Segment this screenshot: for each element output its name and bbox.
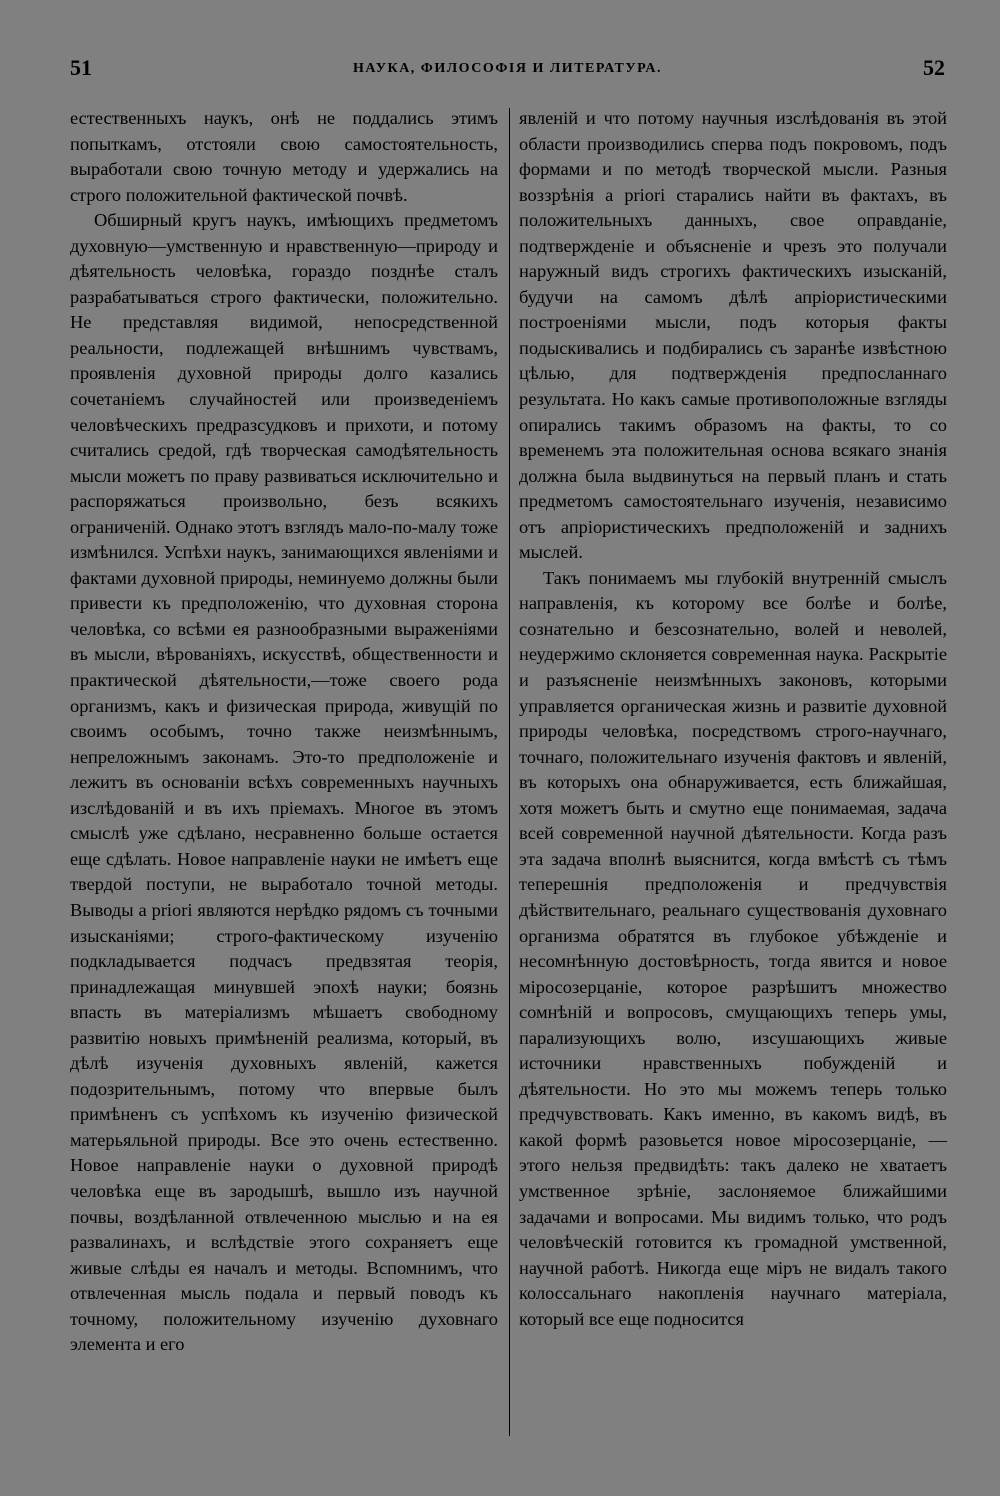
page-number-right: 52: [923, 55, 945, 80]
running-head: НАУКА, ФИЛОСОФІЯ И ЛИТЕРАТУРА.: [353, 61, 662, 76]
paragraph: Обширный кругъ наукъ, имѣющихъ предметомъ духовную—умственную и нравственную—природу и дѣятельность человѣка, гораздо позднѣе сталъ разрабатываться строго фактически, положительно. Не представляя видимой, непосредственной реальности, подлежащей внѣшнимъ чувствамъ, проявленія духовной природы долго казались сочетаніемъ случайностей или произведеніемъ человѣческихъ предразсудковъ и прихоти, и потому считались средой, гдѣ творческая самодѣятельность мысли можетъ по праву развиваться исключительно и распоряжаться произвольно, безъ всякихъ ограниченій. Однако этотъ взглядъ мало-по-малу тоже измѣнился. Успѣхи наукъ, занимающихся явленіями и фактами духовной природы, неминуемо должны были привести къ предположенію, что духовная сторона человѣка, со всѣми ея разнообразными выраженіями въ мысли, вѣрованіяхъ, искусствѣ, общественности и практической дѣятельности,—тоже своего рода организмъ, какъ и физическая природа, живущій по своимъ особымъ, точно также неизмѣннымъ, непреложнымъ законамъ. Это-то предположеніе и лежитъ въ основаніи всѣхъ современныхъ научныхъ изслѣдованій и въ ихъ пріемахъ. Многое въ этомъ смыслѣ уже сдѣлано, несравненно больше остается еще сдѣлать. Новое направленіе науки не имѣетъ еще твердой поступи, не выработало точной методы. Выводы a priori являются нерѣдко рядомъ съ точными изысканіями; строго-фактическому изученію подкладывается подчасъ предвзятая теорія, принадлежащая минувшей эпохѣ науки; боязнь впасть въ матеріализмъ мѣшаетъ свободному развитію новыхъ примѣненій реализма, который, въ дѣлѣ изученія духовныхъ явленій, кажется подозрительнымъ, потому что впервые былъ примѣненъ съ успѣхомъ къ изученію физической матерьяльной природы. Все это очень естественно. Новое направленіе науки о духовной природѣ человѣка еще въ зародышѣ, вышло изъ научной почвы, воздѣланной отвлеченною мыслью и на ея развалинахъ, и вслѣдствіе этого сохраняетъ еще живые слѣды ея началъ и методы. Вспомнимъ, что отвлеченная мысль подала и первый поводъ къ точному, положительному изученію духовнаго элемента и его: [70, 210, 498, 1355]
left-column: [70, 106, 498, 1358]
page-number-left: 51: [70, 55, 92, 80]
right-column: [519, 106, 947, 1332]
column-divider: [509, 108, 510, 1436]
paragraph: Такъ понимаемъ мы глубокій внутренній смыслъ направленія, къ которому все болѣе и болѣе, сознательно и безсознательно, волей и неволей, неудержимо склоняется современная наука. Раскрытіе и разъясненіе неизмѣнныхъ законовъ, которыми управляется органическая жизнь и развитіе духовной природы человѣка, посредствомъ строго-научнаго, точнаго, положительнаго изученія фактовъ и явленій, въ которыхъ она обнаруживается, есть ближайшая, хотя можетъ быть и смутно еще понимаемая, задача всей современной научной дѣятельности. Когда разъ эта задача вполнѣ выяснится, когда вмѣстѣ съ тѣмъ теперешнія предположенія и предчувствія дѣйствительнаго, реальнаго существованія духовнаго организма обратятся въ глубокое убѣжденіе и несомнѣнную достовѣрность, тогда явится и новое міросозерцаніе, которое разрѣшитъ множество сомнѣній и вопросовъ, смущающихъ теперь умы, парализующихъ волю, изсушающихъ живые источники нравственныхъ побужденій и дѣятельности. Но это мы можемъ теперь только предчувствовать. Какъ именно, въ какомъ видѣ, въ какой формѣ разовьется новое міросозерцаніе, — этого нельзя предвидѣть: такъ далеко не хватаетъ умственное зрѣніе, заслоняемое ближайшими задачами и вопросами. Мы видимъ только, что родъ человѣческій готовится къ громадной умственной, научной работѣ. Никогда еще міръ не видалъ такого колоссальнаго накопленія научнаго матеріала, который все еще подносится: [519, 567, 947, 1329]
paragraph: явленій и что потому научныя изслѣдованія въ этой области производились сперва подъ покровомъ, подъ формами и по методѣ творческой мысли. Разныя воззрѣнія a priori старались найти въ фактахъ, въ положительныхъ данныхъ, свое оправданіе, подтвержденіе и объясненіе и чрезъ это получали наружный видъ строгихъ фактическихъ изысканій, будучи на самомъ дѣлѣ апріористическими построеніями мысли, подъ которыя факты подыскивались и подбирались съ заранѣе извѣстною цѣлью, для подтвержденія предпосланнаго результата. Но какъ самые противоположные взгляды опирались такимъ образомъ на факты, то со временемъ эта положительная основа всякаго знанія должна была выдвинуться на первый планъ и стать предметомъ самостоятельнаго изученія, независимо отъ апріористическихъ предположеній и заднихъ мыслей.: [519, 108, 947, 563]
page-header: [70, 55, 945, 85]
paragraph: естественныхъ наукъ, онѣ не поддались этимъ попыткамъ, отстояли свою самостоятельность, выработали свою точную методу и удержались на строго положительной фактической почвѣ.: [70, 108, 498, 205]
